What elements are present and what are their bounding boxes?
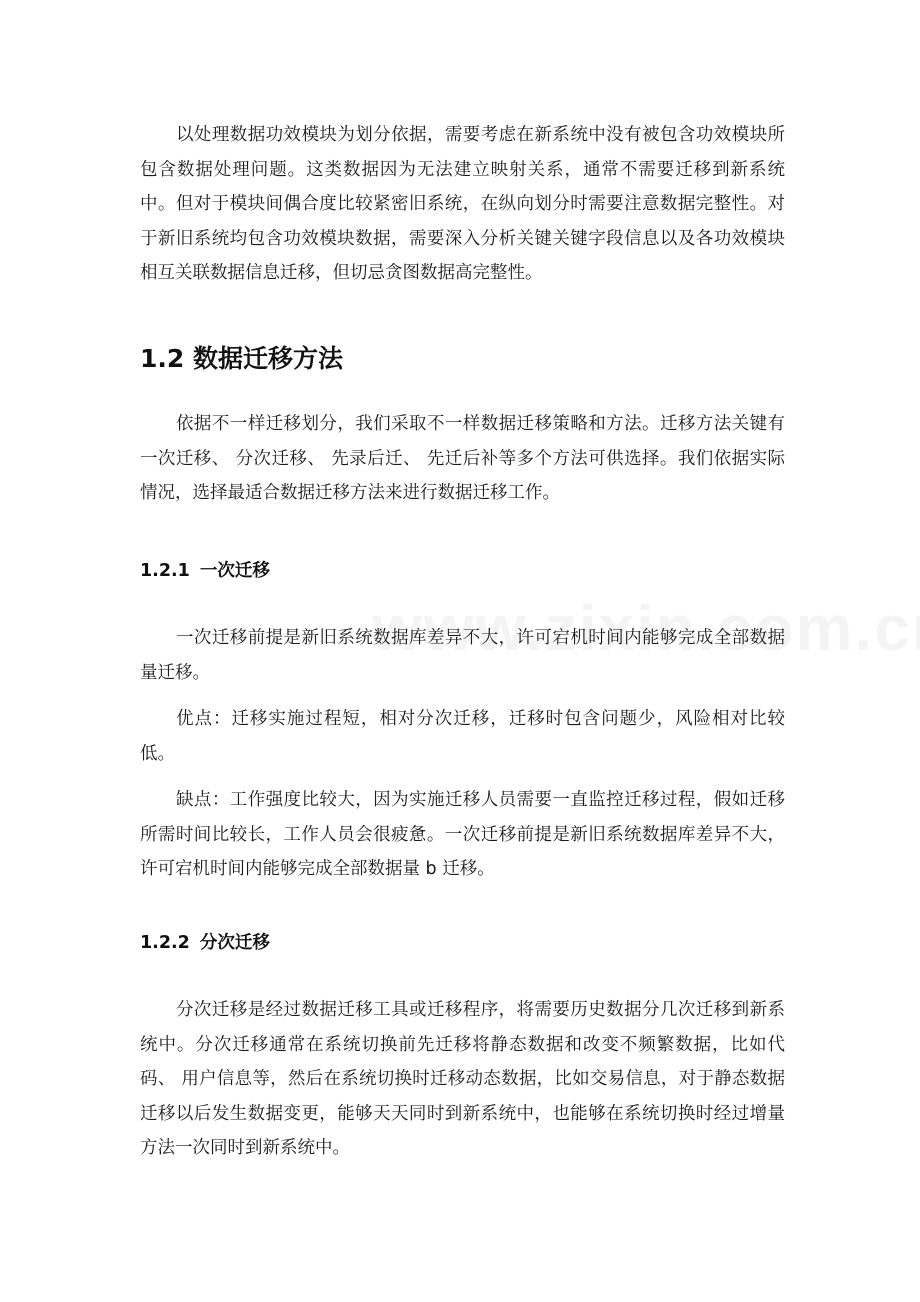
paragraph-disadvantages: 缺点：工作强度比较大，因为实施迁移人员需要一直监控迁移过程，假如迁移所需时间比较长，工作人员会很疲惫。一次迁移前提是新旧系统数据库差异不大，许可宕机时间内能够完成全部数据量 b 迁移。 bbox=[140, 790, 785, 880]
subsection-number: 1.2.1 bbox=[140, 561, 190, 581]
paragraph-one-time-premise: 一次迁移前提是新旧系统数据库差异不大，许可宕机时间内能够完成全部数据量迁移。 bbox=[140, 628, 785, 683]
subsection-title: 分次迁移 bbox=[199, 933, 270, 953]
subsection-heading-phased-migration bbox=[140, 928, 270, 958]
section-heading-migration-methods: 1.2 数据迁移方法 bbox=[140, 344, 343, 373]
subsection-title: 一次迁移 bbox=[199, 561, 270, 581]
subsection-heading-one-time-migration bbox=[140, 556, 270, 586]
paragraph-methods-intro: 依据不一样迁移划分，我们采取不一样数据迁移策略和方法。迁移方法关键有一次迁移、 分次迁移、 先录后迁、 先迁后补等多个方法可供选择。我们依据实际情况，选择最适合数据迁移方法来进行数据迁移工作。 bbox=[140, 414, 785, 504]
paragraph-phased-migration: 分次迁移是经过数据迁移工具或迁移程序，将需要历史数据分几次迁移到新系统中。分次迁移通常在系统切换前先迁移将静态数据和改变不频繁数据，比如代码、 用户信息等，然后在系统切换时迁移动态数据，比如交易信息，对于静态数据迁移以后发生数据变更，能够天天同时到新系统中，也能够在系统切换时经过增量方法一次同时到新系统中。 bbox=[140, 1000, 785, 1159]
paragraph-advantages: 优点：迁移实施过程短，相对分次迁移，迁移时包含问题少，风险相对比较低。 bbox=[140, 709, 785, 764]
paragraph-partition-basis: 以处理数据功效模块为划分依据，需要考虑在新系统中没有被包含功效模块所包含数据处理问题。这类数据因为无法建立映射关系，通常不需要迁移到新系统中。但对于模块间偶合度比较紧密旧系统，在纵向划分时需要注意数据完整性。对于新旧系统均包含功效模块数据，需要深入分析关键关键字段信息以及各功效模块相互关联数据信息迁移，但切忌贪图数据高完整性。 bbox=[140, 125, 785, 284]
subsection-number: 1.2.2 bbox=[140, 933, 190, 953]
